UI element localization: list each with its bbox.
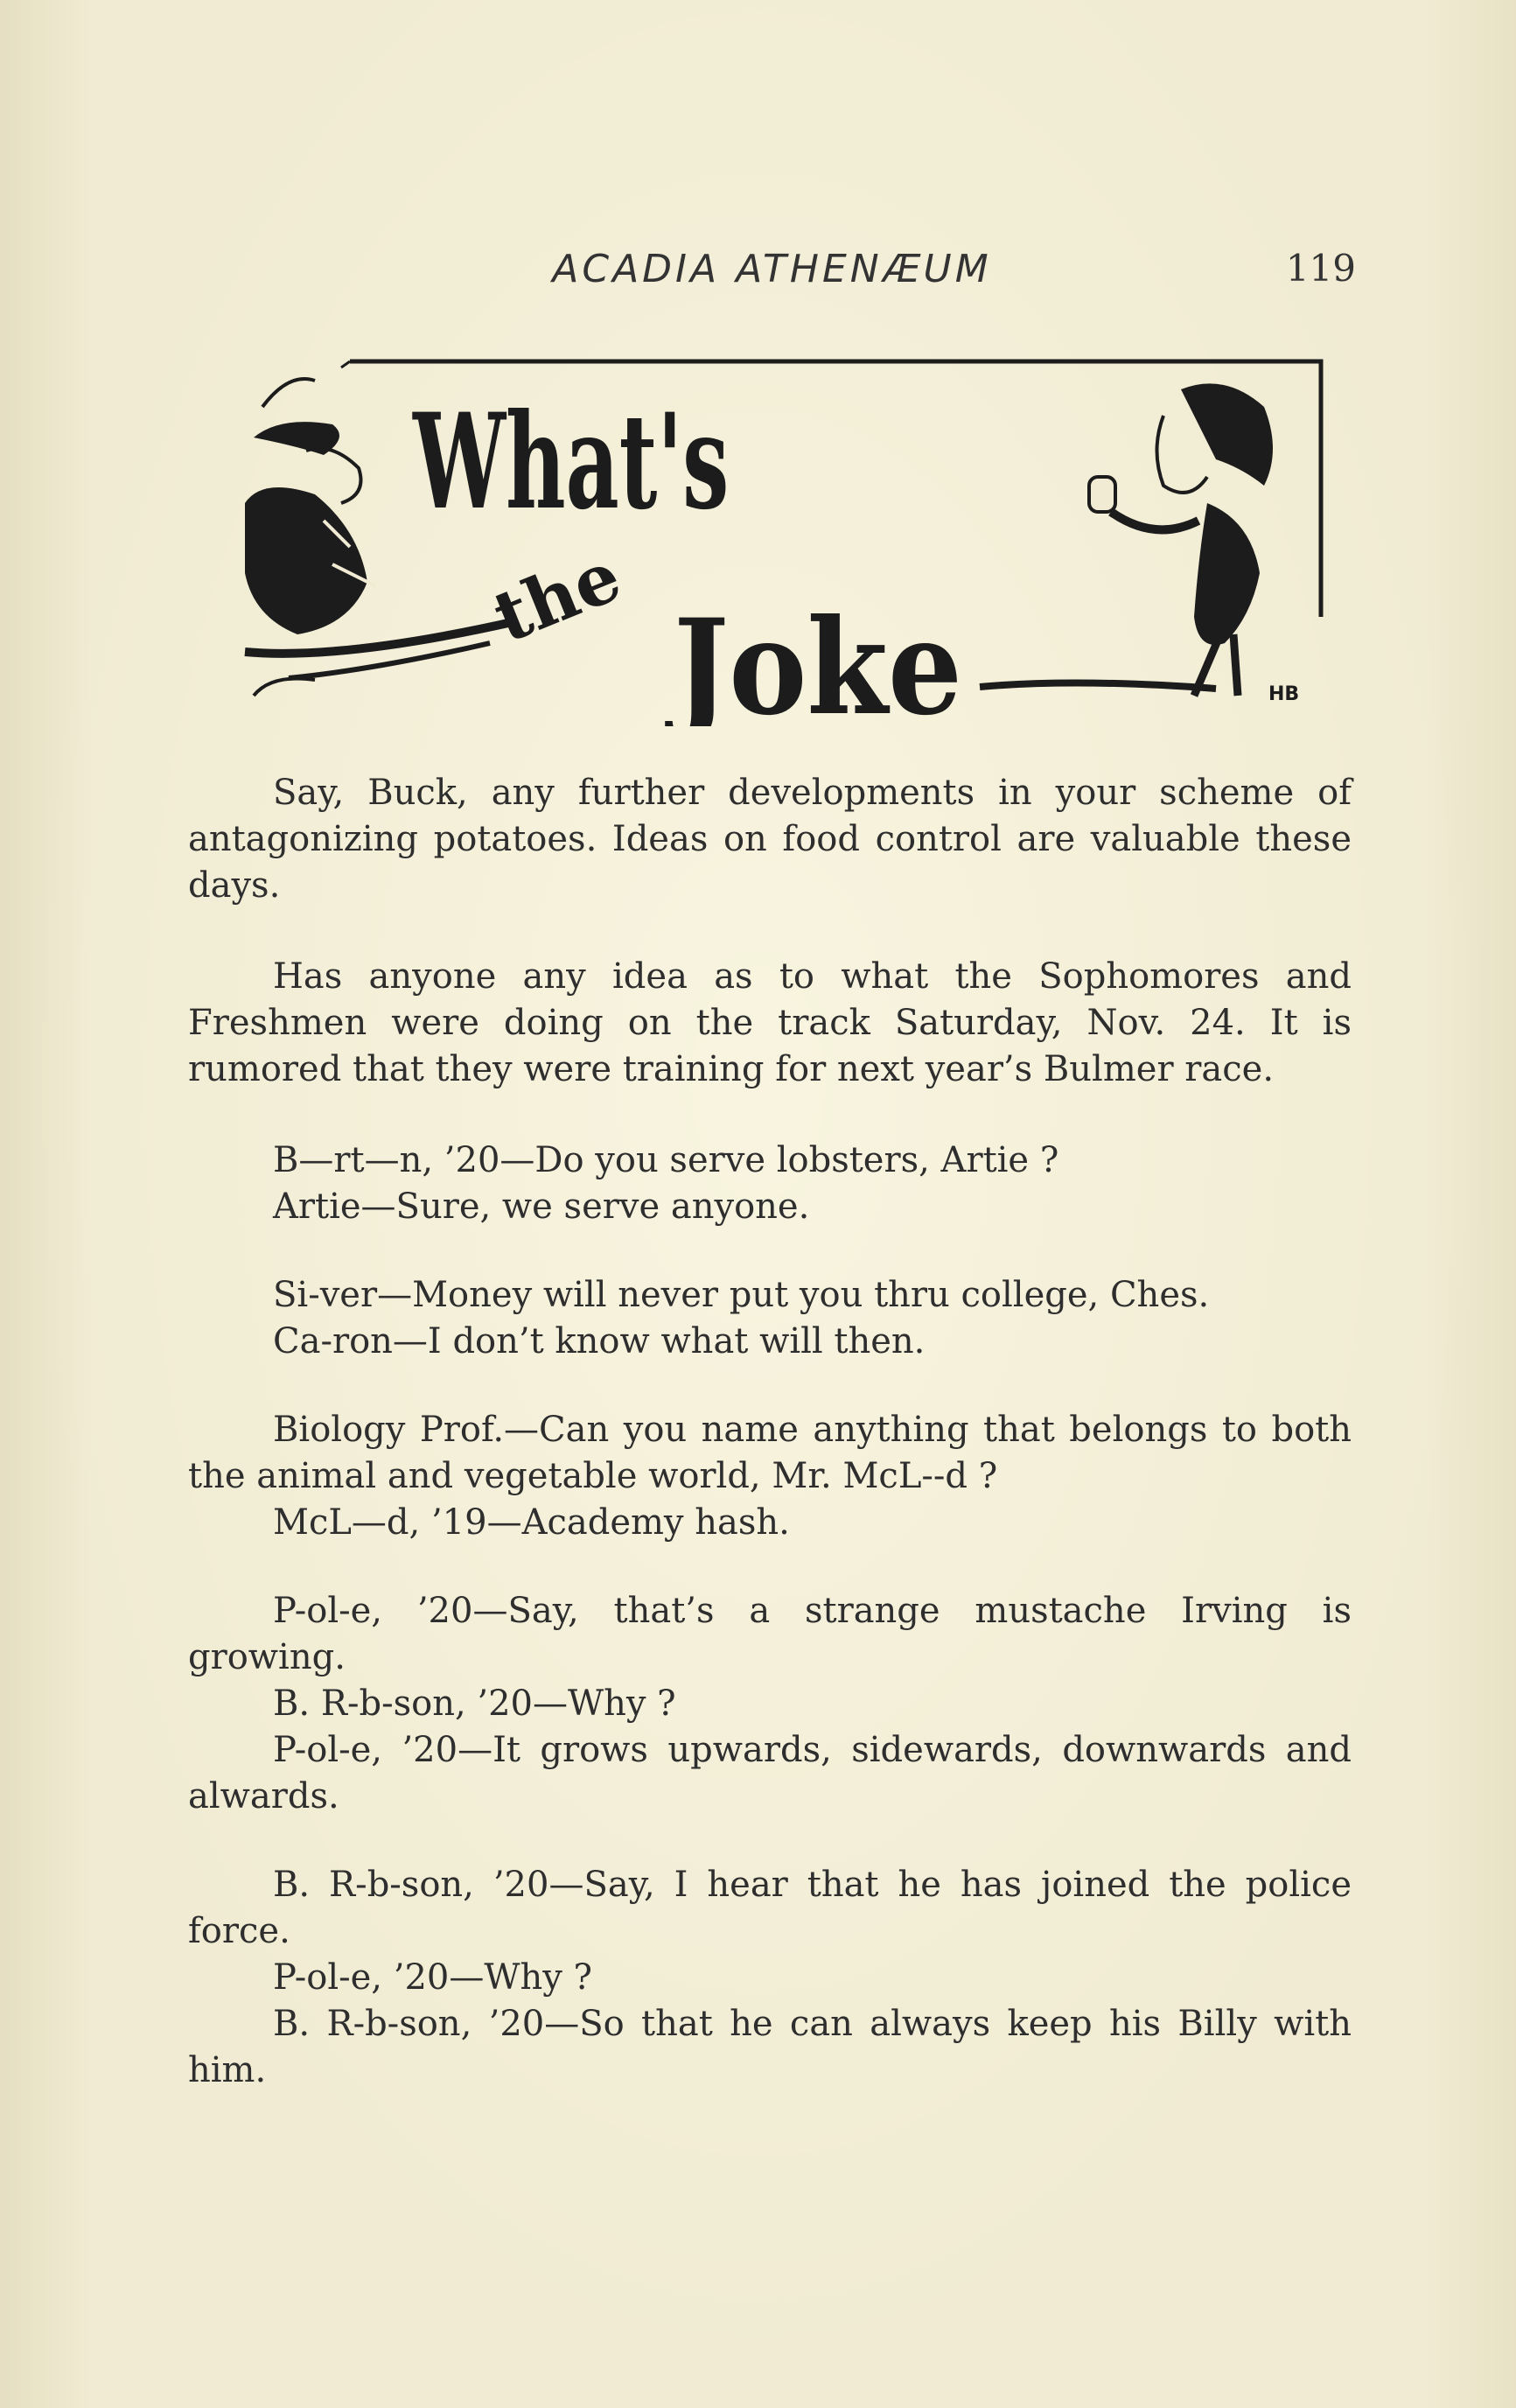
banner-word-joke: Joke [665,591,962,726]
banner-word-the: the [482,534,632,659]
journal-title: ACADIA ATHENÆUM [552,247,992,291]
dialogue-line: B. R-b-son, ’20—Say, I hear that he has joined the police force. [188,1865,1352,1951]
dialogue-line: B. R-b-son, ’20—Why ? [273,1684,676,1724]
dialogue-line: B. R-b-son, ’20—So that he can always keep his Billy with him. [188,2004,1352,2090]
running-head [188,247,1356,299]
right-caricature-illustration [980,383,1273,696]
joke-paragraph: Has anyone any idea as to what the Sophomores and Freshmen were doing on the track Saturday, Nov. 24. It is rumored that they were training for next year’s Bulmer race. [188,956,1352,1089]
joke-paragraph: Say, Buck, any further developments in your scheme of antagonizing potatoes. Ideas on food control are valuable these days. [188,773,1352,906]
page-number: 119 [1285,247,1356,290]
jokes-column [188,770,1352,2094]
dialogue-line: P-ol-e, ’20—Why ? [273,1957,592,1998]
dialogue-line: B—rt—n, ’20—Do you serve lobsters, Artie ? [273,1140,1059,1180]
dialogue-line: Ca-ron—I don’t know what will then. [273,1321,926,1362]
artist-initials: HB [1268,683,1300,705]
dialogue-line: McL—d, ’19—Academy hash. [273,1502,790,1543]
dialogue-line: P-ol-e, ’20—Say, that’s a strange mustache Irving is growing. [188,1591,1352,1677]
dialogue-line: P-ol-e, ’20—It grows upwards, sidewards, downwards and alwards. [188,1730,1352,1816]
whats-the-joke-banner [236,354,1330,726]
dialogue-line: Si-ver—Money will never put you thru college, Ches. [273,1275,1210,1315]
dialogue-line: Artie—Sure, we serve anyone. [273,1186,810,1227]
banner-word-whats: What's [411,384,730,539]
dialogue-line: Biology Prof.—Can you name anything that belongs to both the animal and vegetable world, Mr. McL--d ? [188,1410,1352,1496]
